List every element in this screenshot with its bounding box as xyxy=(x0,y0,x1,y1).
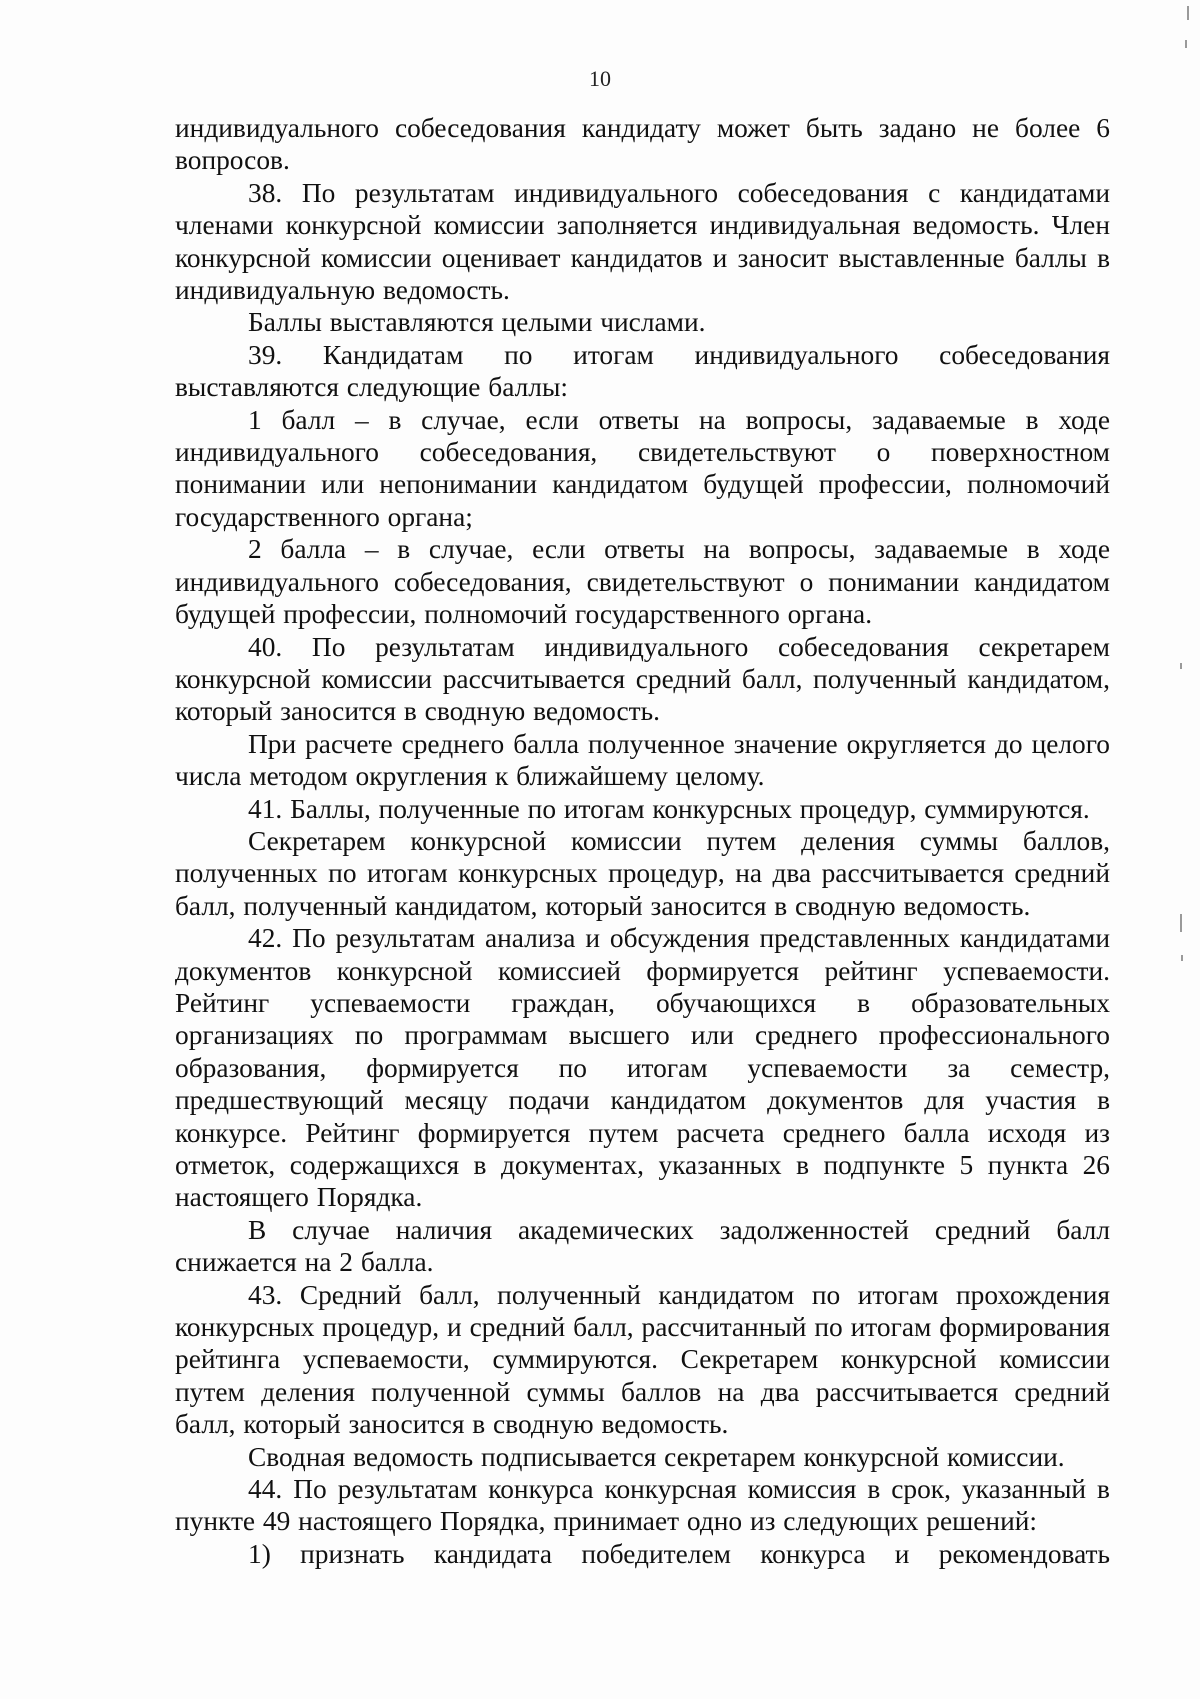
scan-artifact xyxy=(1180,663,1182,669)
paragraph-score-1: 1 балл – в случае, если ответы на вопросы, задаваемые в ходе индивидуального собеседования, свидетельствуют о поверхностном понимании или непонимании кандидатом будущей профессии, полномочий государственного органа; xyxy=(175,404,1110,532)
paragraph-decision-1: 1) признать кандидата победителем конкурса и рекомендовать xyxy=(248,1538,1110,1569)
paragraph-item-42: 42. По результатам анализа и обсуждения представленных кандидатами документов конкурсной комиссией формируется рейтинг успеваемости. Рейтинг успеваемости граждан, обучающихся в образовательных организациях по программам высшего или среднего профессионального образования, формируется по итогам успеваемости за семестр, предшествующий месяцу подачи кандидатом документов для участия в конкурсе. Рейтинг формируется путем расчета среднего балла исходя из отметок, содержащихся в документах, указанных в подпункте 5 пункта 26 настоящего Порядка. xyxy=(175,923,1110,1213)
scan-artifact xyxy=(1181,955,1183,961)
paragraph-item-39: 39. Кандидатам по итогам индивидуального собеседования выставляются следующие баллы: xyxy=(175,339,1110,403)
paragraph-academic-debt: В случае наличия академических задолженностей средний балл снижается на 2 балла. xyxy=(175,1214,1110,1278)
paragraph-continuation: индивидуального собеседования кандидату может быть задано не более 6 вопросов. xyxy=(175,113,1110,176)
paragraph-summary-signed: Сводная ведомость подписывается секретарем конкурсной комиссии. xyxy=(248,1441,1065,1472)
paragraph-item-38: 38. По результатам индивидуального собеседования с кандидатами членами конкурсной комиссии заполняется индивидуальная ведомость. Член конкурсной комиссии оценивает кандидатов и заносит выставленные баллы в индивидуальную ведомость. xyxy=(175,177,1110,306)
paragraph-item-40: 40. По результатам индивидуального собеседования секретарем конкурсной комиссии рассчитывается средний балл, полученный кандидатом, который заносится в сводную ведомость. xyxy=(175,631,1110,727)
paragraph-rounding: При расчете среднего балла полученное значение округляется до целого числа методом округления к ближайшему целому. xyxy=(175,728,1110,792)
paragraph-scores-integers: Баллы выставляются целыми числами. xyxy=(248,307,706,338)
scan-artifact xyxy=(1185,40,1187,48)
scan-artifact xyxy=(1187,6,1189,20)
paragraph-score-2: 2 балла – в случае, если ответы на вопросы, задаваемые в ходе индивидуального собеседования, свидетельствуют о понимании кандидатом будущей профессии, полномочий государственного органа. xyxy=(175,534,1110,630)
scan-artifact xyxy=(1180,914,1182,932)
paragraph-average-calc: Секретарем конкурсной комиссии путем деления суммы баллов, полученных по итогам конкурсных процедур, на два рассчитывается средний балл, полученный кандидатом, который заносится в сводную ведомость. xyxy=(175,825,1110,921)
paragraph-item-43: 43. Средний балл, полученный кандидатом по итогам прохождения конкурсных процедур, и средний балл, рассчитанный по итогам формирования рейтинга успеваемости, суммируются. Секретарем конкурсной комиссии путем деления полученной суммы баллов на два рассчитывается средний балл, который заносится в сводную ведомость. xyxy=(175,1279,1110,1440)
page-number: 10 xyxy=(589,66,611,91)
paragraph-item-41: 41. Баллы, полученные по итогам конкурсных процедур, суммируются. xyxy=(248,793,1090,824)
paragraph-item-44: 44. По результатам конкурса конкурсная комиссия в срок, указанный в пункте 49 настоящего Порядка, принимает одно из следующих решений: xyxy=(175,1474,1110,1537)
document-body xyxy=(175,112,1110,1570)
